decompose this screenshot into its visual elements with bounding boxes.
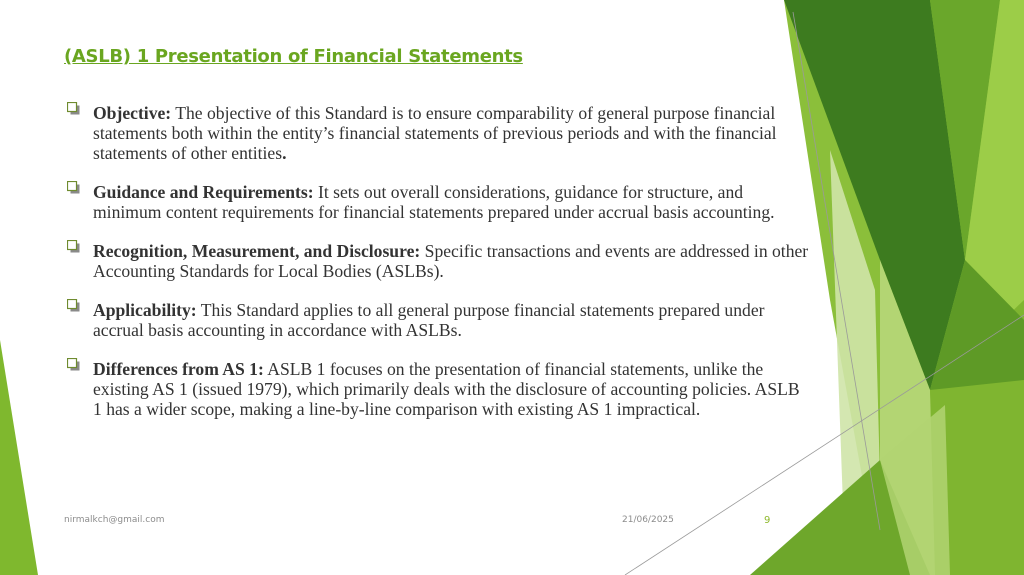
- square-checkbox-bullet-icon: [67, 358, 80, 371]
- bullet-recognition: [64, 241, 809, 281]
- bullet-text: It sets out overall considerations, guidance for structure, and minimum content requirements for financial statements prepared under accrual basis accounting.: [93, 182, 775, 222]
- bullet-differences: [64, 359, 809, 419]
- footer-email: nirmalkch@gmail.com: [64, 515, 165, 525]
- page-number: 9: [764, 515, 771, 526]
- bullet-heading: Applicability:: [93, 300, 197, 320]
- square-checkbox-bullet-icon: [67, 181, 80, 194]
- bullet-text: ASLB 1 focuses on the presentation of financial statements, unlike the existing AS 1 (issued 1979), which primarily deals with the disclosure of accounting policies. ASLB 1 has a wider scope, making a line-by-line comparison with existing AS 1 impractical.: [93, 359, 800, 419]
- bullet-tail: .: [282, 143, 287, 163]
- footer-date: 21/06/2025: [622, 515, 674, 525]
- bullet-text: Specific transactions and events are addressed in other Accounting Standards for Local Bodies (ASLBs).: [93, 241, 809, 281]
- bullet-text: This Standard applies to all general purpose financial statements prepared under accrual basis accounting in accordance with ASLBs.: [93, 300, 765, 340]
- bullet-applicability: [64, 300, 809, 340]
- bullet-heading: Recognition, Measurement, and Disclosure:: [93, 241, 421, 261]
- square-checkbox-bullet-icon: [67, 299, 80, 312]
- square-checkbox-bullet-icon: [67, 240, 80, 253]
- slide-title: (ASLB) 1 Presentation of Financial Statements: [64, 46, 523, 67]
- bullet-list: [64, 103, 809, 438]
- bullet-heading: Differences from AS 1:: [93, 359, 264, 379]
- bullet-objective: [64, 103, 809, 163]
- bullet-heading: Guidance and Requirements:: [93, 182, 314, 202]
- square-checkbox-bullet-icon: [67, 102, 80, 115]
- bullet-heading: Objective:: [93, 103, 172, 123]
- bullet-text: The objective of this Standard is to ensure comparability of general purpose financial statements both within the entity’s financial statements of previous periods and with the financial statements of other entities: [93, 103, 777, 163]
- bullet-guidance: [64, 182, 809, 222]
